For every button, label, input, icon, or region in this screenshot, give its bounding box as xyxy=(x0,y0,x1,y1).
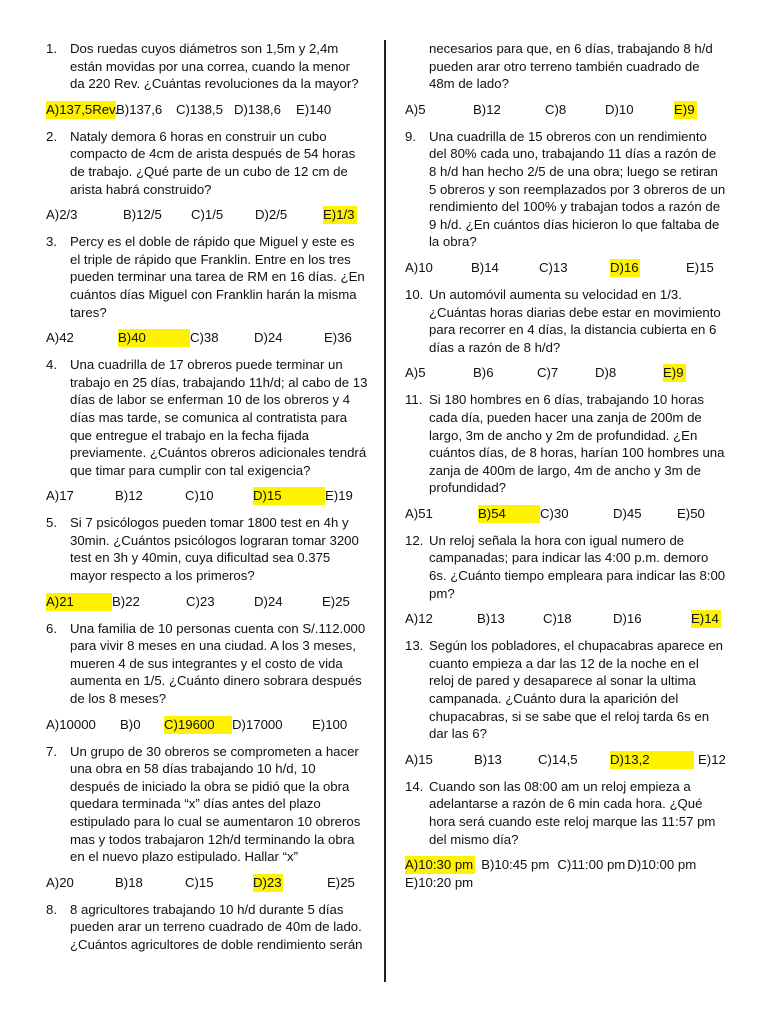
option-e: E)12 xyxy=(698,751,726,767)
option-a-correct: A)21 xyxy=(46,593,112,611)
question-text: Nataly demora 6 horas en construir un cubo compacto de 4cm de arista después de 54 horas de trabajo. ¿Qué parte de un cubo de 12 cm de arista habrá construido? xyxy=(70,128,356,197)
option-c-correct: C)19600 xyxy=(164,716,232,734)
option-a: A)17 xyxy=(46,488,74,504)
answer-options xyxy=(46,716,368,734)
option-b: B)137,6 xyxy=(116,101,163,117)
option-a: A)12 xyxy=(405,611,433,627)
question-text: 8 agricultores trabajando 10 h/d durante 5 días pueden arar un terreno cuadrado de 40m de lado. ¿Cuántos agricultores de doble rendimiento serán xyxy=(70,901,363,952)
option-d: D)10:00 pm xyxy=(627,857,697,873)
question-text: Una familia de 10 personas cuenta con S/.112.000 para vivir 8 meses en una ciudad. A los 3 meses, mueren 4 de sus integrantes y el costo de vida aumenta en 1/5. ¿Cuánto dinero sobrara después de los 8 meses? xyxy=(70,620,366,707)
option-e: E)36 xyxy=(324,330,352,346)
question-text: Un automóvil aumenta su velocidad en 1/3. ¿Cuántas horas diarias debe estar en movimiento para recorrer en 4 días, la distancia cubierta en 6 días a razón de 8 h/d? xyxy=(429,286,721,355)
option-b: B)10:45 pm xyxy=(481,857,550,873)
question-8-continuation xyxy=(405,40,727,119)
question-text: Según los pobladores, el chupacabras aparece en cuanto empieza a dar las 12 de la noche en el reloj de pared y desaparece al sonar la ultima campanada. ¿Cuánto dura la aparición del chupacabras, si se sabe que el reloj tarda 6s en dar las 6? xyxy=(429,638,723,742)
option-e-correct: E)9 xyxy=(674,101,695,117)
answer-options xyxy=(46,101,368,119)
option-b: B)12/5 xyxy=(123,207,162,223)
question-number: 9. xyxy=(405,128,416,144)
option-a: A)42 xyxy=(46,330,74,346)
option-e-correct: E)1/3 xyxy=(323,207,355,223)
option-e: E)25 xyxy=(322,593,350,609)
option-c: C)14,5 xyxy=(538,751,578,767)
option-d: D)17000 xyxy=(232,716,283,732)
option-a-correct: A)137,5Rev. xyxy=(46,101,119,117)
option-e: E)19 xyxy=(325,488,353,504)
question-number: 3. xyxy=(46,234,57,250)
answer-options xyxy=(405,259,727,277)
option-b: B)18 xyxy=(115,874,143,890)
column-divider xyxy=(384,40,386,982)
option-c: C)18 xyxy=(543,611,572,627)
question-text: necesarios para que, en 6 días, trabajando 8 h/d pueden arar otro terreno también cuadrado de 48m de lado? xyxy=(429,41,713,92)
option-c: C)30 xyxy=(540,505,569,521)
question-12 xyxy=(405,532,727,628)
option-a: A)10 xyxy=(405,259,433,275)
question-number: 5. xyxy=(46,515,57,531)
question-text: Un grupo de 30 obreros se comprometen a hacer una obra en 58 días trabajando 10 h/d, 10 después de iniciado la obra se pidió que la obra quedara terminada “x” días antes del plazo estipulado para lo cual se aumentaron 10 obreros mas y todos trabajaron 12h/d terminando la obra en el nuevo plazo estipulado. Hallar “x” xyxy=(70,743,361,865)
question-number: 13. xyxy=(405,638,424,654)
question-11 xyxy=(405,391,727,523)
option-d: D)2/5 xyxy=(255,207,288,223)
option-a-correct: A)10:30 pm xyxy=(405,857,474,873)
option-b: B)6 xyxy=(473,365,494,381)
question-text: Percy es el doble de rápido que Miguel y este es el triple de rápido que Franklin. Entre en los tres pueden terminar una tarea de RM en 16 días. ¿En cuántos días Miguel con Franklin harán la misma tares? xyxy=(70,234,365,320)
option-d: D)16 xyxy=(613,611,642,627)
option-e: E)10:20 pm xyxy=(405,875,474,891)
answer-options xyxy=(46,487,368,505)
option-b: B)12 xyxy=(115,488,143,504)
option-a: A)5 xyxy=(405,365,426,381)
option-c: C)1/5 xyxy=(191,207,224,223)
option-b: B)13 xyxy=(474,751,502,767)
answer-options xyxy=(46,206,368,224)
question-1 xyxy=(46,40,368,119)
question-7 xyxy=(46,743,368,892)
answer-options xyxy=(405,505,727,523)
question-13 xyxy=(405,637,727,769)
question-5 xyxy=(46,514,368,610)
question-number: 12. xyxy=(405,532,424,548)
option-e: E)50 xyxy=(677,505,705,521)
answer-options xyxy=(405,364,727,382)
question-number: 1. xyxy=(46,41,57,56)
option-d-correct: D)23 xyxy=(253,874,282,890)
option-b: B)13 xyxy=(477,611,505,627)
question-9 xyxy=(405,128,727,277)
answer-options xyxy=(405,101,727,119)
question-3 xyxy=(46,233,368,347)
question-text: Si 7 psicólogos pueden tomar 1800 test en 4h y 30min. ¿Cuántos psicólogos lograran tomar 3200 test en 3h y 40min, cuya dificultad sea 0.375 mayor respecto a los primeros? xyxy=(70,515,359,584)
option-a: A)2/3 xyxy=(46,207,78,223)
question-8 xyxy=(46,901,368,954)
option-a: A)20 xyxy=(46,874,74,890)
option-c: C)138,5 xyxy=(176,101,223,117)
question-number: 11. xyxy=(405,392,423,408)
option-b-correct: B)40 xyxy=(118,329,190,347)
option-c: C)13 xyxy=(539,259,568,275)
question-number: 4. xyxy=(46,357,57,373)
option-c: C)7 xyxy=(537,365,559,381)
question-number: 7. xyxy=(46,743,57,759)
question-number: 10. xyxy=(405,286,424,302)
option-b: B)0 xyxy=(120,716,141,732)
right-column xyxy=(405,40,727,901)
question-text: Una cuadrilla de 15 obreros con un rendimiento del 80% cada uno, trabajando 11 días a razón de 8 h/d han hecho 2/5 de una obra; luego se retiran 5 obreros y son reemplazados por 3 obreros de un rendimiento del 100% y trabajan todos a razón de 9 h/d. ¿En cuántos días hicieron lo que faltaba de la obra? xyxy=(429,128,726,250)
option-a: A)51 xyxy=(405,505,433,521)
answer-options xyxy=(405,856,727,892)
answer-options xyxy=(46,329,368,347)
question-number: 14. xyxy=(405,778,424,794)
option-d-correct: D)16 xyxy=(610,259,639,275)
question-text: Cuando son las 08:00 am un reloj empieza a adelantarse a razón de 6 min cada hora. ¿Qué hora será cuando este reloj marque las 11:57 pm del mismo día? xyxy=(429,778,716,847)
question-number: 2. xyxy=(46,128,57,144)
option-e-correct: E)14 xyxy=(691,611,719,627)
option-b: B)14 xyxy=(471,259,499,275)
answer-options xyxy=(46,874,368,892)
option-c: C)23 xyxy=(186,593,215,609)
option-a: A)5 xyxy=(405,101,426,117)
question-text: Un reloj señala la hora con igual numero de campanadas; para indicar las 4:00 p.m. demoro 6s. ¿Cuánto tiempo empleara para indicar las 8:00 pm? xyxy=(429,532,726,601)
option-e: E)100 xyxy=(312,716,348,732)
question-number: 8. xyxy=(46,901,57,917)
option-e-correct: E)9 xyxy=(663,365,684,381)
option-d: D)45 xyxy=(613,505,642,521)
option-c: C)38 xyxy=(190,330,219,346)
option-d: D)138,6 xyxy=(234,101,281,117)
question-number: 6. xyxy=(46,620,57,636)
option-d-correct: D)13,2 xyxy=(610,751,694,769)
option-b-correct: B)54 xyxy=(478,505,540,523)
option-e: E)15 xyxy=(686,259,714,275)
option-c: C)15 xyxy=(185,874,214,890)
option-b: B)22 xyxy=(112,593,140,609)
option-c: C)10 xyxy=(185,488,214,504)
option-c: C)11:00 pm xyxy=(557,857,626,873)
question-text: Si 180 hombres en 6 días, trabajando 10 horas cada día, pueden hacer una zanja de 200m de largo, 3m de ancho y 2m de profundidad. ¿En cuántos días, de 8 horas, harían 100 hombres una zanja de 400m de largo, 4m de ancho y 3m de profundidad? xyxy=(429,392,725,496)
option-d: D)24 xyxy=(254,593,283,609)
question-6 xyxy=(46,620,368,734)
option-a: A)10000 xyxy=(46,716,96,732)
question-text: Dos ruedas cuyos diámetros son 1,5m y 2,4m están movidas por una correa, cuando la menor da 220 Rev. ¿Cuántas revoluciones da la mayor? xyxy=(70,41,359,92)
question-10 xyxy=(405,286,727,382)
option-e: E)140 xyxy=(296,101,332,117)
question-2 xyxy=(46,128,368,224)
option-d-correct: D)15 xyxy=(253,487,325,505)
option-a: A)15 xyxy=(405,751,433,767)
option-c: C)8 xyxy=(545,101,567,117)
left-column xyxy=(46,40,368,954)
option-d: D)8 xyxy=(595,365,617,381)
option-e: E)25 xyxy=(327,874,355,890)
question-text: Una cuadrilla de 17 obreros puede terminar un trabajo en 25 días, trabajando 11h/d; al cabo de 13 días de labor se enferman 10 de los obreros y 4 días mas tarde, se comunica al contratista para que entregue el trabajo en la fecha fijada previamente. ¿Cuántos obreros adicionales tendrá que timar para cumplir con tal exigencia? xyxy=(70,357,368,478)
option-d: D)10 xyxy=(605,101,634,117)
option-d: D)24 xyxy=(254,330,283,346)
question-14 xyxy=(405,778,727,892)
answer-options xyxy=(46,593,368,611)
question-4 xyxy=(46,356,368,505)
answer-options xyxy=(405,751,727,769)
option-b: B)12 xyxy=(473,101,501,117)
answer-options xyxy=(405,610,727,628)
